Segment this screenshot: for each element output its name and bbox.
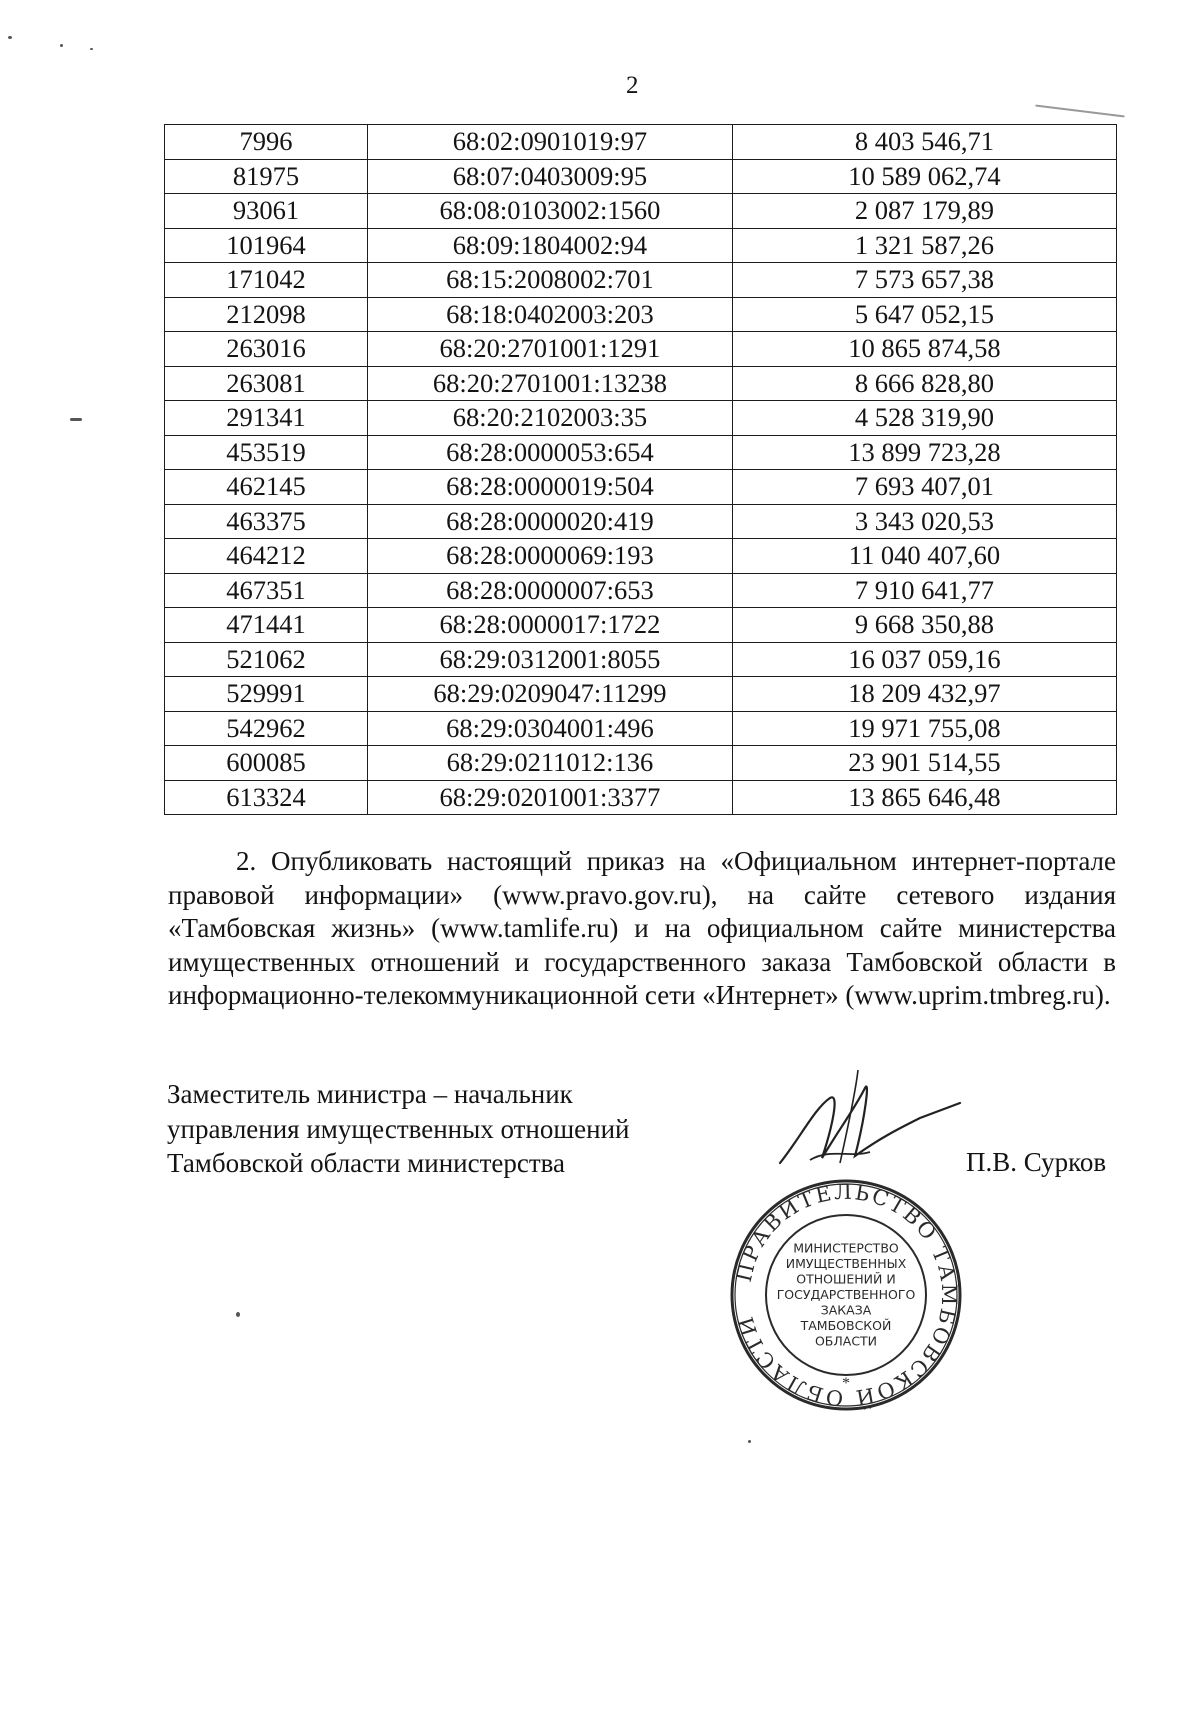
table-row (165, 159, 1117, 194)
stamp-center-line: ОТНОШЕНИЙ И (796, 1271, 896, 1287)
cell-cadastral-value: 19 971 755,08 (732, 711, 1116, 746)
table-row (165, 263, 1117, 298)
cell-cadastral-value: 13 899 723,28 (732, 435, 1116, 470)
table-row (165, 332, 1117, 367)
cell-object-number: 471441 (165, 608, 368, 643)
cell-object-number: 212098 (165, 297, 368, 332)
table-row (165, 711, 1117, 746)
cell-cadastral-value: 10 589 062,74 (732, 159, 1116, 194)
cell-object-number: 93061 (165, 194, 368, 229)
cell-cadastral-number: 68:28:0000020:419 (367, 504, 732, 539)
cell-cadastral-number: 68:29:0304001:496 (367, 711, 732, 746)
table-row (165, 297, 1117, 332)
table-row (165, 228, 1117, 263)
cell-cadastral-value: 16 037 059,16 (732, 642, 1116, 677)
publication-paragraph: 2. Опубликовать настоящий приказ на «Официальном интернет-портале правовой информации» (www.pravo.gov.ru), на сайте сетевого издания «Тамбовская жизнь» (www.tamlife.ru) и на официальном сайте министерства имущественных отношений и государственного заказа Тамбовской области в информационно-телекоммуникационной сети «Интернет» (www.uprim.tmbreg.ru). (168, 846, 1116, 1011)
cell-cadastral-number: 68:28:0000007:653 (367, 573, 732, 608)
stamp-center-line: МИНИСТЕРСТВО (793, 1240, 899, 1256)
table-row (165, 642, 1117, 677)
table-row (165, 401, 1117, 436)
signer-block (167, 1077, 630, 1181)
cell-cadastral-number: 68:29:0209047:11299 (367, 677, 732, 712)
cell-object-number: 600085 (165, 746, 368, 781)
stamp-center-line: ГОСУДАРСТВЕННОГО (776, 1287, 916, 1302)
cell-cadastral-number: 68:28:0000017:1722 (367, 608, 732, 643)
cell-object-number: 101964 (165, 228, 368, 263)
cell-cadastral-number: 68:29:0312001:8055 (367, 642, 732, 677)
table-row (165, 539, 1117, 574)
table-row (165, 504, 1117, 539)
cell-object-number: 81975 (165, 159, 368, 194)
registry-table-body (165, 125, 1117, 815)
cell-cadastral-number: 68:09:1804002:94 (367, 228, 732, 263)
cell-cadastral-number: 68:18:0402003:203 (367, 297, 732, 332)
cell-object-number: 467351 (165, 573, 368, 608)
table-row (165, 470, 1117, 505)
cell-cadastral-value: 8 666 828,80 (732, 366, 1116, 401)
cell-cadastral-number: 68:29:0201001:3377 (367, 780, 732, 815)
cell-cadastral-value: 13 865 646,48 (732, 780, 1116, 815)
cell-cadastral-number: 68:29:0211012:136 (367, 746, 732, 781)
table-row (165, 194, 1117, 229)
stamp-star: * (842, 1375, 850, 1392)
stamp-center-line: ЗАКАЗА (820, 1302, 872, 1318)
cell-cadastral-number: 68:20:2701001:13238 (367, 366, 732, 401)
cell-cadastral-value: 11 040 407,60 (732, 539, 1116, 574)
cell-cadastral-number: 68:15:2008002:701 (367, 263, 732, 298)
cell-cadastral-number: 68:08:0103002:1560 (367, 194, 732, 229)
registry-table (164, 124, 1117, 815)
cell-cadastral-value: 9 668 350,88 (732, 608, 1116, 643)
signer-name: П.В. Сурков (966, 1147, 1107, 1177)
cell-cadastral-value: 10 865 874,58 (732, 332, 1116, 367)
cell-cadastral-number: 68:20:2102003:35 (367, 401, 732, 436)
cell-object-number: 529991 (165, 677, 368, 712)
cell-cadastral-value: 23 901 514,55 (732, 746, 1116, 781)
signer-position-line-3: Тамбовской области министерства (167, 1148, 566, 1178)
stamp-center-line: ТАМБОВСКОЙ (800, 1318, 892, 1333)
scan-speck (236, 1312, 240, 1317)
cell-cadastral-number: 68:02:0901019:97 (367, 125, 732, 160)
cell-object-number: 463375 (165, 504, 368, 539)
cell-cadastral-value: 3 343 020,53 (732, 504, 1116, 539)
handwritten-signature (770, 1068, 970, 1188)
signer-position-line-2: управления имущественных отношений (167, 1113, 630, 1144)
cell-cadastral-value: 5 647 052,15 (732, 297, 1116, 332)
cell-cadastral-number: 68:28:0000019:504 (367, 470, 732, 505)
scan-speck (90, 48, 93, 50)
scan-speck (60, 44, 63, 47)
cell-cadastral-number: 68:28:0000069:193 (367, 539, 732, 574)
table-row (165, 435, 1117, 470)
cell-cadastral-value: 18 209 432,97 (732, 677, 1116, 712)
table-row (165, 573, 1117, 608)
scan-speck (70, 418, 82, 421)
cell-cadastral-value: 2 087 179,89 (732, 194, 1116, 229)
cell-cadastral-value: 4 528 319,90 (732, 401, 1116, 436)
cell-object-number: 464212 (165, 539, 368, 574)
cell-cadastral-value: 7 693 407,01 (732, 470, 1116, 505)
stamp-center-text (777, 1241, 916, 1349)
scan-speck (8, 36, 12, 39)
cell-object-number: 613324 (165, 780, 368, 815)
cell-cadastral-value: 7 910 641,77 (732, 573, 1116, 608)
cell-object-number: 171042 (165, 263, 368, 298)
cell-object-number: 263016 (165, 332, 368, 367)
cell-cadastral-value: 7 573 657,38 (732, 263, 1116, 298)
cell-object-number: 542962 (165, 711, 368, 746)
cell-cadastral-number: 68:28:0000053:654 (367, 435, 732, 470)
cell-object-number: 263081 (165, 366, 368, 401)
table-row (165, 125, 1117, 160)
table-row (165, 746, 1117, 781)
cell-cadastral-value: 8 403 546,71 (732, 125, 1116, 160)
table-row (165, 366, 1117, 401)
cell-object-number: 7996 (165, 125, 368, 160)
cell-object-number: 453519 (165, 435, 368, 470)
cell-object-number: 521062 (165, 642, 368, 677)
stamp-center-line: ИМУЩЕСТВЕННЫХ (785, 1256, 907, 1271)
scan-speck (1035, 105, 1125, 118)
stamp-center-line: ОБЛАСТИ (814, 1333, 878, 1349)
scan-speck (748, 1440, 751, 1443)
cell-cadastral-number: 68:20:2701001:1291 (367, 332, 732, 367)
cell-object-number: 291341 (165, 401, 368, 436)
official-seal-stamp (726, 1175, 966, 1415)
stamp-ring-text: ПРАВИТЕЛЬСТВО ТАМБОВСКОЙ ОБЛАСТИ (731, 1179, 962, 1411)
table-row (165, 677, 1117, 712)
page-number: 2 (626, 72, 639, 99)
signer-position-line-1: Заместитель министра – начальник (167, 1079, 573, 1109)
cell-object-number: 462145 (165, 470, 368, 505)
cell-cadastral-number: 68:07:0403009:95 (367, 159, 732, 194)
cell-cadastral-value: 1 321 587,26 (732, 228, 1116, 263)
table-row (165, 608, 1117, 643)
table-row (165, 780, 1117, 815)
